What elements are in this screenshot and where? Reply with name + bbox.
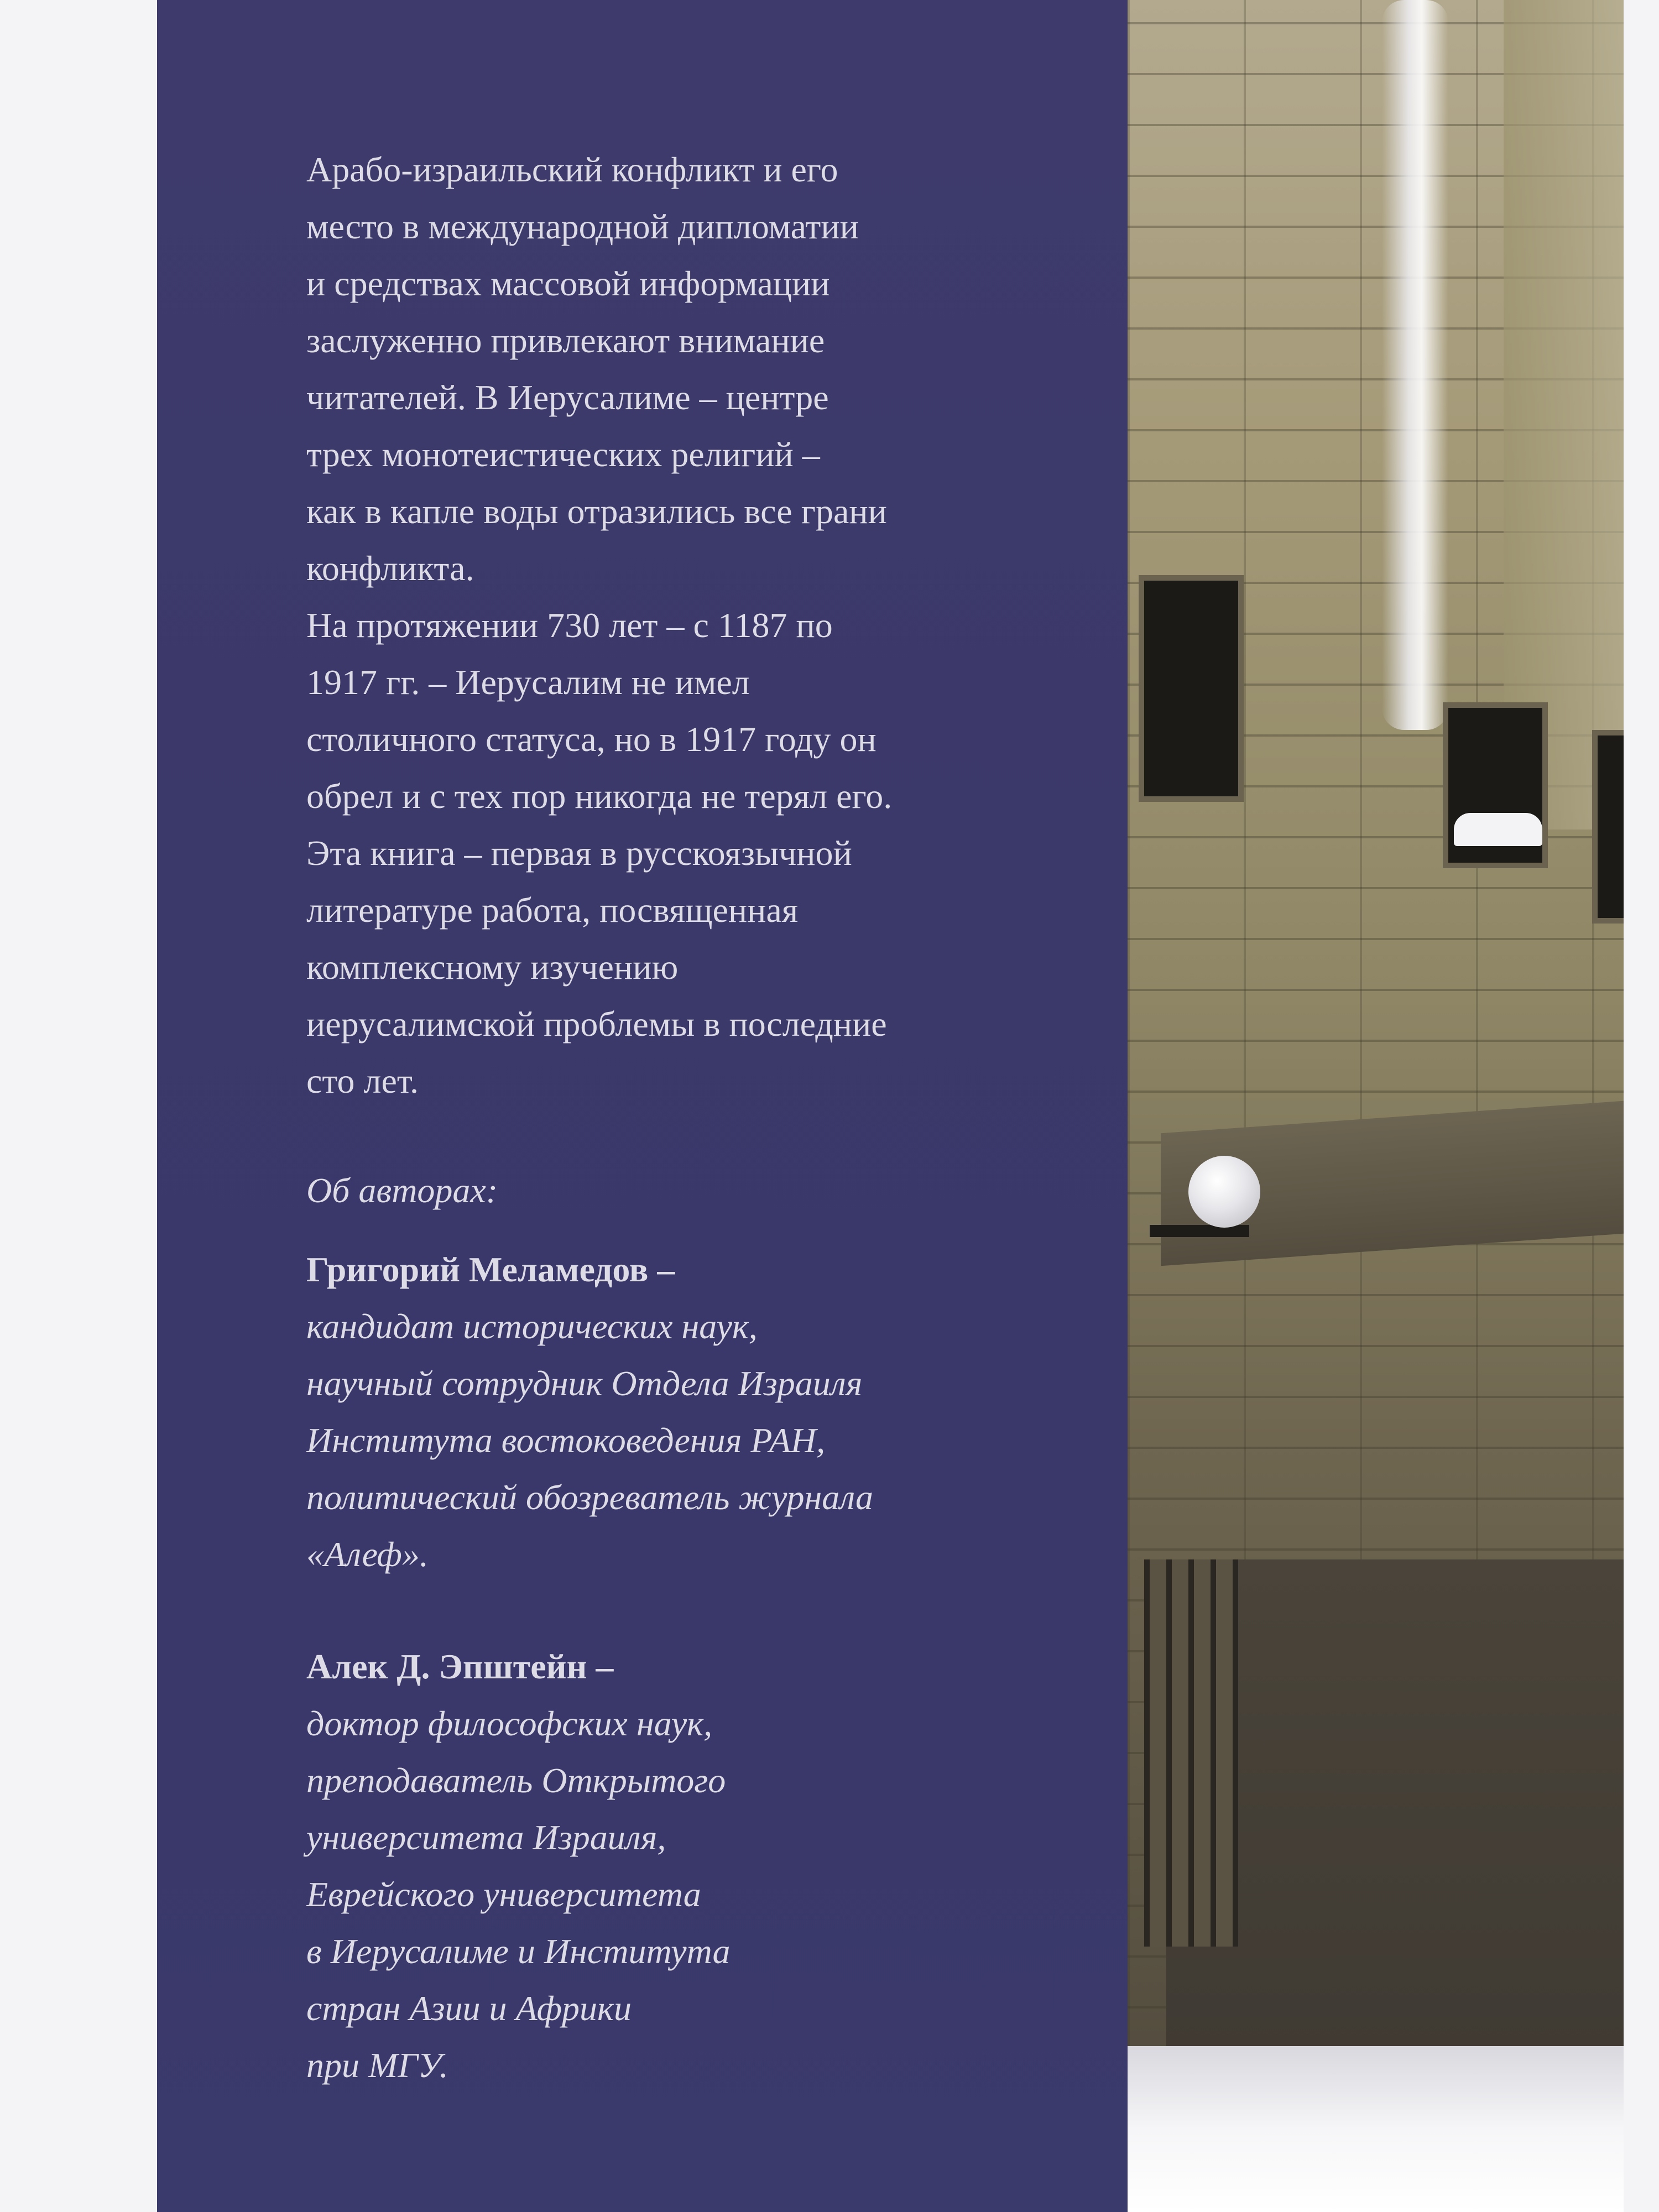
author-name: Григорий Меламедов – xyxy=(306,1250,675,1289)
author-name: Алек Д. Эпштейн – xyxy=(306,1647,614,1686)
author-entry xyxy=(306,1638,1070,2094)
description-paragraph: На протяжении 730 лет – с 1187 по 1917 гг. – Иерусалим не имел столичного статуса, но в 1917 году он обрел и с тех пор никогда не терял его. xyxy=(306,606,893,816)
author-entry xyxy=(306,1241,1070,1583)
description-paragraph: Эта книга – первая в русскоязычной литературе работа, посвященная комплексному изучению иерусалимской проблемы в последние сто лет. xyxy=(306,833,887,1100)
lamp-bracket xyxy=(1150,1225,1249,1237)
book-description xyxy=(306,141,1070,1109)
snow-on-sill xyxy=(1454,813,1542,846)
annotation-text xyxy=(306,141,1070,2094)
ground-snow xyxy=(1128,2046,1624,2212)
description-paragraph: Арабо-израильский конфликт и его место в международной дипломатии и средствах массовой информации заслуженно привлекают внимание читателей. В Иерусалиме – центре трех монотеистических религий – как в капле воды отразились все грани конфликта. xyxy=(306,150,887,588)
window xyxy=(1139,575,1244,802)
window-grille xyxy=(1144,1559,1238,1947)
author-bio: кандидат исторических наук, научный сотрудник Отдела Израиля Института востоковедения РАН, политический обозреватель журнала «Алеф». xyxy=(306,1307,873,1574)
lamp-globe xyxy=(1188,1156,1260,1228)
about-authors-heading: Об авторах: xyxy=(306,1171,498,1210)
cover-photo-snowy-building xyxy=(1128,0,1624,2212)
falling-snow xyxy=(1382,0,1448,730)
book-back-cover xyxy=(157,0,1624,2212)
window xyxy=(1592,730,1624,924)
author-bio: доктор философских наук, преподаватель Открытого университета Израиля, Еврейского университета в Иерусалиме и Института стран Азии и Африки при МГУ. xyxy=(306,1704,731,2085)
